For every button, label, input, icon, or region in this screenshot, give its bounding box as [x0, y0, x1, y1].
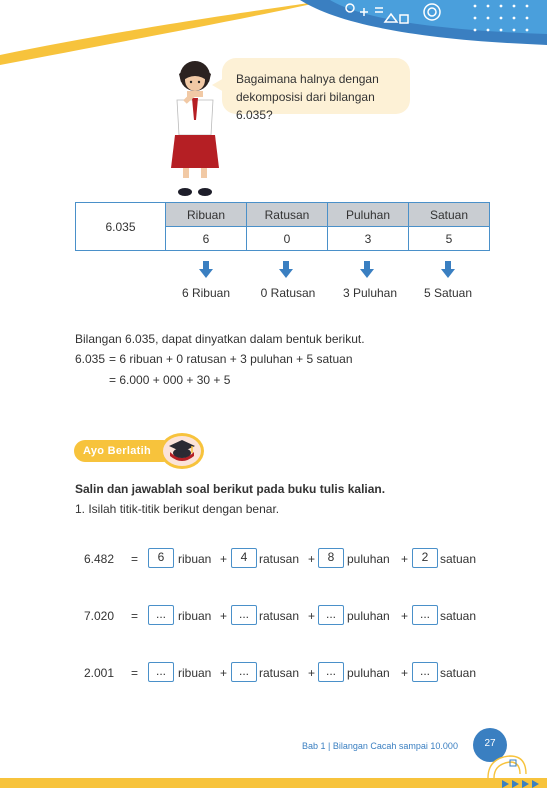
answer-box-ratusan: 4 [231, 548, 257, 568]
page-number: 27 [484, 738, 496, 749]
arrow-label-ratusan: 0 Ratusan [260, 286, 316, 300]
answer-box-puluhan[interactable]: ... [318, 605, 344, 625]
answer-box-satuan: 2 [412, 548, 438, 568]
digit-ratusan: 0 [247, 227, 328, 251]
unit-ribuan: ribuan [178, 666, 212, 680]
answer-box-ratusan[interactable]: ... [231, 662, 257, 682]
footer-chapter: Bab 1 | Bilangan Cacah sampai 10.000 [302, 741, 458, 751]
speech-bubble [222, 58, 410, 122]
equals-sign: = [131, 552, 139, 566]
explanation-line-1: Bilangan 6.035, dapat dinyatkan dalam bentuk berikut. [75, 332, 365, 346]
unit-ratusan: ratusan [259, 552, 300, 566]
digit-satuan: 5 [409, 227, 490, 251]
plus-sign: + [308, 609, 316, 623]
row-number: 7.020 [84, 609, 115, 623]
arrow-down-icon [441, 261, 455, 279]
plus-sign: + [401, 609, 409, 623]
arrow-label-puluhan: 3 Puluhan [342, 286, 398, 300]
header-ribuan: Ribuan [166, 203, 247, 227]
explanation-line-3: = 6.000 + 000 + 30 + 5 [109, 373, 231, 387]
equals-sign: = [131, 609, 139, 623]
page-number-decoration [470, 726, 542, 778]
equals-sign: = [131, 666, 139, 680]
arrow-label-satuan: 5 Satuan [423, 286, 473, 300]
plus-sign: + [220, 666, 228, 680]
header-puluhan: Puluhan [328, 203, 409, 227]
unit-ribuan: ribuan [178, 552, 212, 566]
explanation-line-2: = 6 ribuan + 0 ratusan + 3 puluhan + 5 satuan [109, 352, 353, 366]
answer-box-puluhan[interactable]: ... [318, 662, 344, 682]
unit-ratusan: ratusan [259, 609, 300, 623]
ayo-berlatih-badge: Ayo Berlatih [74, 440, 174, 462]
place-value-table [75, 202, 490, 251]
explanation-number: 6.035 [75, 352, 106, 366]
footer-arrows-icon [500, 779, 546, 789]
plus-sign: + [308, 666, 316, 680]
table-header-row [76, 203, 490, 227]
digit-ribuan: 6 [166, 227, 247, 251]
digit-puluhan: 3 [328, 227, 409, 251]
plus-sign: + [308, 552, 316, 566]
answer-box-satuan[interactable]: ... [412, 605, 438, 625]
answer-box-ratusan[interactable]: ... [231, 605, 257, 625]
answer-box-ribuan[interactable]: ... [148, 605, 174, 625]
row-number: 2.001 [84, 666, 115, 680]
header-satuan: Satuan [409, 203, 490, 227]
arrow-down-icon [360, 261, 374, 279]
plus-sign: + [401, 666, 409, 680]
arrow-down-icon [199, 261, 213, 279]
question-1: 1. Isilah titik-titik berikut dengan benar. [75, 502, 280, 516]
unit-puluhan: puluhan [347, 666, 390, 680]
header-ratusan: Ratusan [247, 203, 328, 227]
unit-ribuan: ribuan [178, 609, 212, 623]
unit-satuan: satuan [440, 666, 477, 680]
bubble-line-2: dekomposisi dari bilangan 6.035? [236, 90, 375, 122]
arrow-down-icon [279, 261, 293, 279]
answer-box-ribuan[interactable]: ... [148, 662, 174, 682]
plus-sign: + [220, 552, 228, 566]
answer-box-ribuan: 6 [148, 548, 174, 568]
plus-sign: + [401, 552, 409, 566]
instruction-text: Salin dan jawablah soal berikut pada buku tulis kalian. [75, 482, 386, 496]
answer-box-satuan[interactable]: ... [412, 662, 438, 682]
footer-bar [0, 778, 547, 788]
arrow-label-ribuan: 6 Ribuan [181, 286, 231, 300]
table-number-cell: 6.035 [76, 203, 166, 251]
bubble-line-1: Bagaimana halnya dengan [236, 72, 379, 86]
unit-puluhan: puluhan [347, 609, 390, 623]
unit-ratusan: ratusan [259, 666, 300, 680]
unit-satuan: satuan [440, 609, 477, 623]
row-number: 6.482 [84, 552, 115, 566]
graduation-cap-icon [168, 438, 196, 464]
unit-puluhan: puluhan [347, 552, 390, 566]
unit-satuan: satuan [440, 552, 477, 566]
answer-box-puluhan: 8 [318, 548, 344, 568]
plus-sign: + [220, 609, 228, 623]
